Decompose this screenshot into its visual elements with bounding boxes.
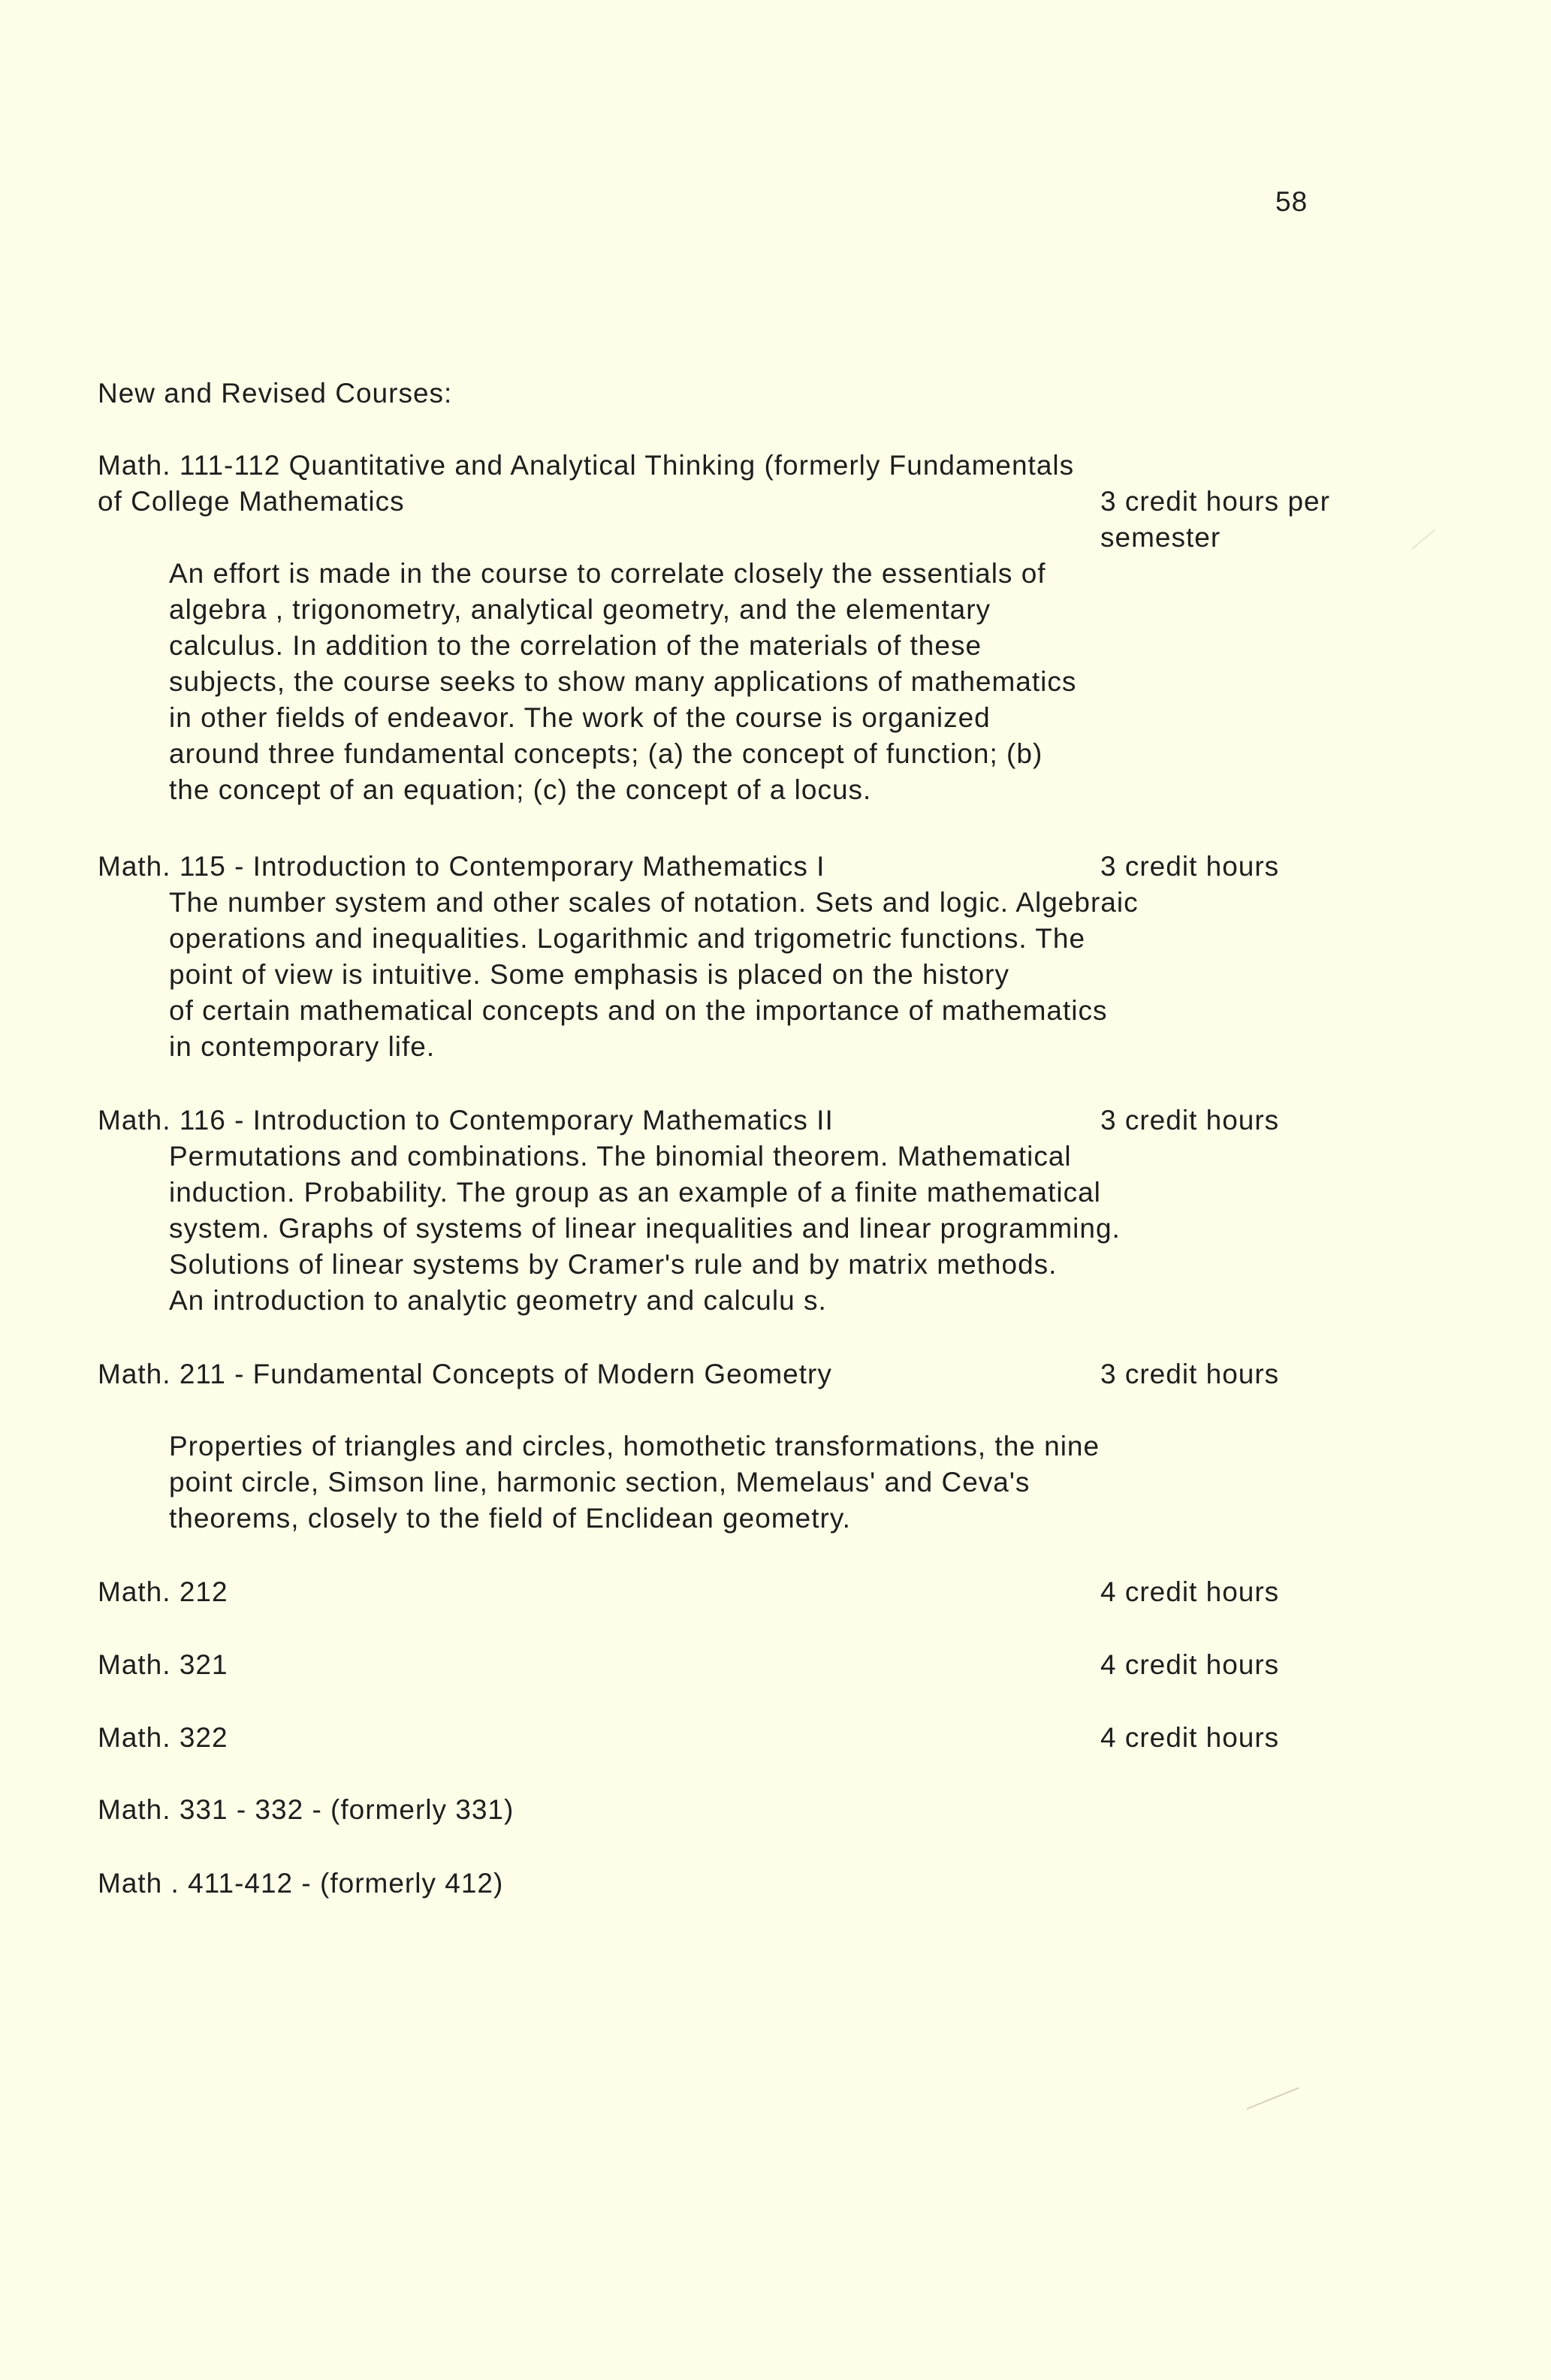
course-title: Math. 116 - Introduction to Contemporary Mathematics II: [98, 1105, 834, 1136]
course-title: Math. 211 - Fundamental Concepts of Modern Geometry: [98, 1359, 832, 1389]
course-title: Math. 321: [98, 1649, 228, 1680]
course-description-line: in contemporary life.: [169, 1031, 436, 1062]
course-credits: 3 credit hours: [1100, 1359, 1280, 1389]
course-title: Math. 115 - Introduction to Contemporary Mathematics I: [98, 851, 825, 882]
course-description-line: An effort is made in the course to correlate closely the essentials of: [169, 558, 1046, 589]
course-title: Math. 212: [98, 1576, 228, 1607]
course-description-line: point circle, Simson line, harmonic section, Memelaus' and Ceva's: [169, 1467, 1030, 1498]
course-title-continued: of College Mathematics: [98, 486, 405, 517]
paper-scratch-mark: [1411, 529, 1435, 550]
course-title: Math . 411-412 - (formerly 412): [98, 1868, 504, 1899]
course-title: Math. 111-112 Quantitative and Analytical Thinking (formerly Fundamentals: [98, 450, 1075, 481]
course-description-line: operations and inequalities. Logarithmic and trigometric functions. The: [169, 923, 1086, 954]
course-description-line: the concept of an equation; (c) the concept of a locus.: [169, 774, 872, 805]
course-description-line: The number system and other scales of notation. Sets and logic. Algebraic: [169, 887, 1139, 918]
course-credits: 4 credit hours: [1100, 1576, 1280, 1607]
course-description-line: in other fields of endeavor. The work of the course is organized: [169, 702, 991, 733]
course-description-line: Properties of triangles and circles, homothetic transformations, the nine: [169, 1431, 1100, 1461]
course-credits: 4 credit hours: [1100, 1722, 1280, 1753]
course-credits: 3 credit hours: [1100, 851, 1280, 882]
paper-scratch-mark: [1247, 2087, 1299, 2110]
course-description-line: theorems, closely to the field of Enclidean geometry.: [169, 1503, 851, 1534]
course-title: Math. 322: [98, 1722, 228, 1753]
course-credits: 3 credit hours per: [1100, 486, 1330, 517]
course-credits-continued: semester: [1100, 522, 1221, 553]
section-heading: New and Revised Courses:: [98, 378, 453, 409]
course-description-line: An introduction to analytic geometry and calculu s.: [169, 1285, 827, 1316]
course-description-line: algebra , trigonometry, analytical geometry, and the elementary: [169, 594, 991, 625]
course-description-line: around three fundamental concepts; (a) the concept of function; (b): [169, 738, 1043, 769]
course-description-line: Permutations and combinations. The binomial theorem. Mathematical: [169, 1141, 1072, 1172]
course-description-line: point of view is intuitive. Some emphasis is placed on the history: [169, 959, 1009, 990]
course-credits: 3 credit hours: [1100, 1105, 1280, 1136]
course-description-line: induction. Probability. The group as an example of a finite mathematical: [169, 1177, 1101, 1208]
course-description-line: subjects, the course seeks to show many applications of mathematics: [169, 666, 1077, 697]
course-description-line: system. Graphs of systems of linear inequalities and linear programming.: [169, 1213, 1121, 1244]
course-description-line: of certain mathematical concepts and on the importance of mathematics: [169, 995, 1108, 1026]
page-number: 58: [1275, 186, 1308, 217]
course-description-line: Solutions of linear systems by Cramer's rule and by matrix methods.: [169, 1249, 1058, 1280]
course-credits: 4 credit hours: [1100, 1649, 1280, 1680]
course-description-line: calculus. In addition to the correlation of the materials of these: [169, 630, 982, 661]
course-title: Math. 331 - 332 - (formerly 331): [98, 1794, 514, 1825]
